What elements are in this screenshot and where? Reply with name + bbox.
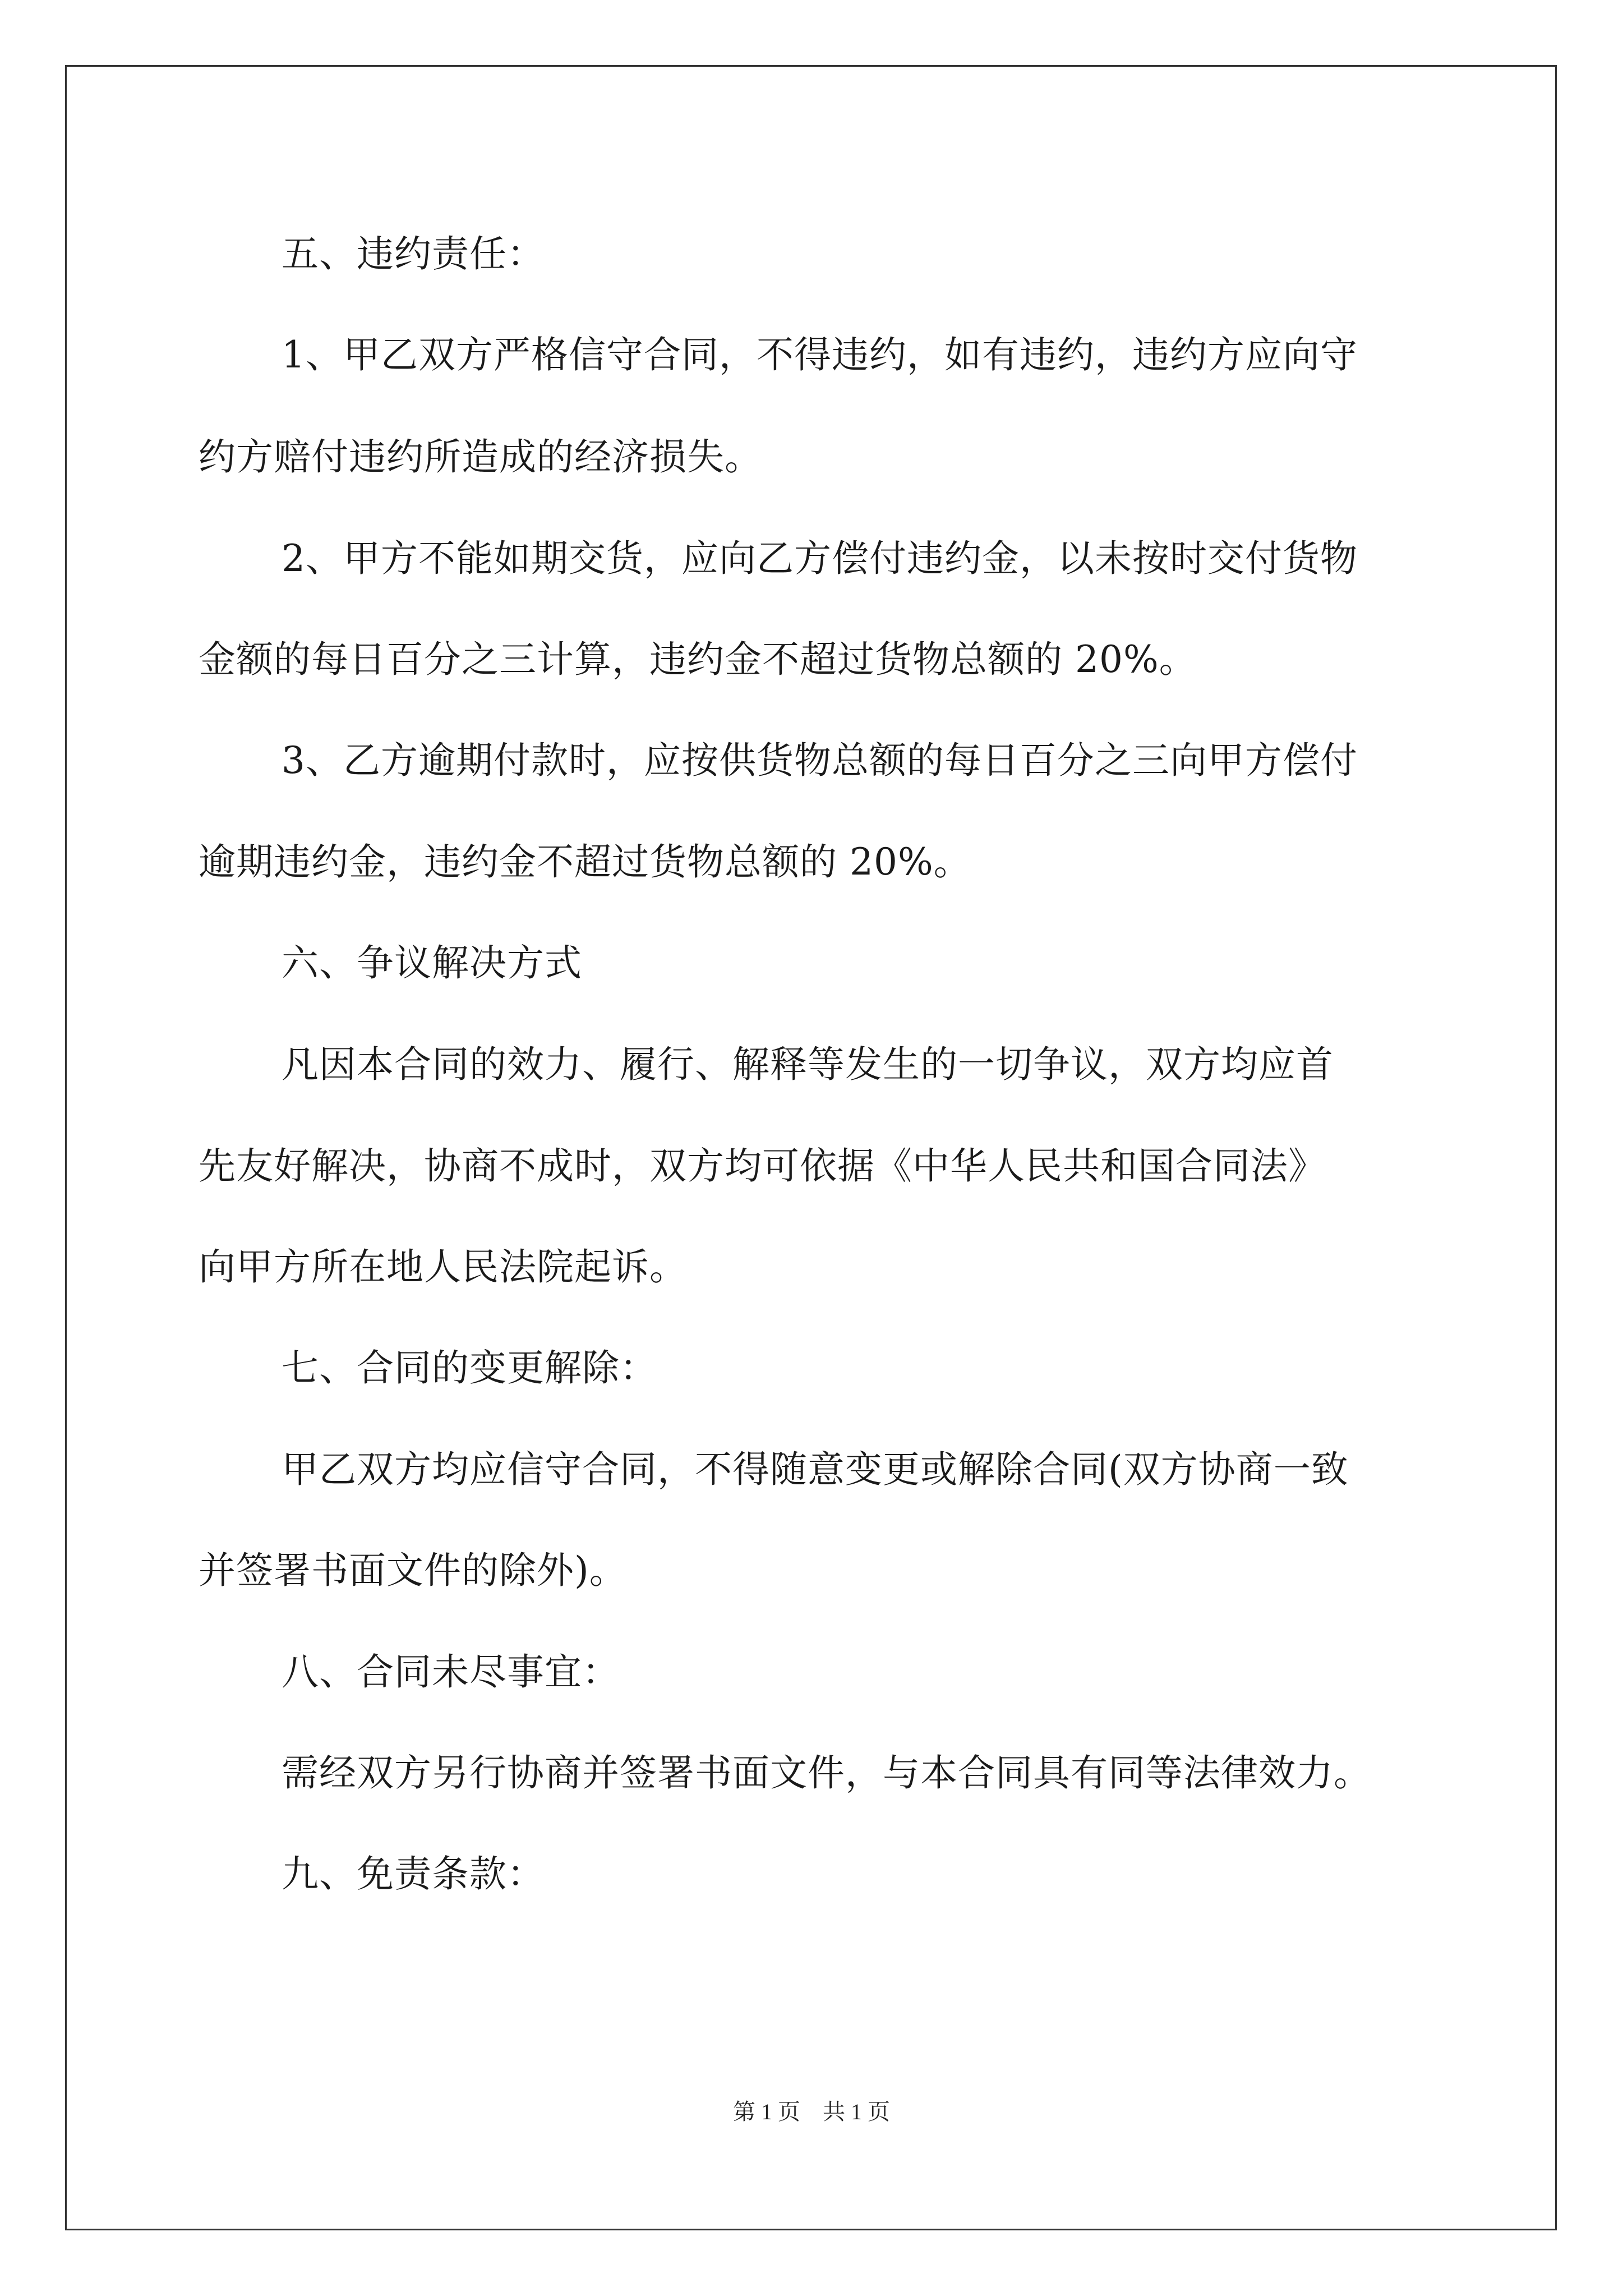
- section-heading-amendment: 七、合同的变更解除：: [282, 1346, 657, 1389]
- paragraph-line: 甲乙双方均应信守合同，不得随意变更或解除合同(双方协商一致: [282, 1448, 1349, 1491]
- paragraph-line: 先友好解决，协商不成时，双方均可依据《中华人民共和国合同法》: [199, 1144, 1326, 1188]
- paragraph-line: 向甲方所在地人民法院起诉。: [199, 1245, 687, 1289]
- paragraph-line: 约方赔付违约所造成的经济损失。: [199, 435, 762, 478]
- paragraph-line: 3、乙方逾期付款时，应按供货物总额的每日百分之三向甲方偿付: [282, 739, 1358, 782]
- paragraph-line: 凡因本合同的效力、履行、解释等发生的一切争议，双方均应首: [282, 1043, 1334, 1086]
- section-heading-misc: 八、合同未尽事宜：: [282, 1650, 620, 1694]
- page-number: 第 1 页: [733, 2099, 800, 2124]
- paragraph-line: 并签署书面文件的除外)。: [199, 1549, 627, 1592]
- section-heading-breach: 五、违约责任：: [282, 232, 545, 275]
- section-heading-dispute: 六、争议解决方式: [282, 941, 582, 984]
- page-footer: [0, 2094, 1623, 2126]
- section-heading-exemption: 九、免责条款：: [282, 1852, 545, 1895]
- paragraph-line: 金额的每日百分之三计算，违约金不超过货物总额的 20%。: [199, 638, 1197, 681]
- page-total: 共 1 页: [823, 2099, 890, 2124]
- paragraph-line: 逾期违约金，违约金不超过货物总额的 20%。: [199, 840, 971, 884]
- paragraph-line: 需经双方另行协商并签署书面文件，与本合同具有同等法律效力。: [282, 1751, 1371, 1795]
- paragraph-line: 1、甲乙双方严格信守合同，不得违约，如有违约，违约方应向守: [282, 333, 1358, 376]
- paragraph-line: 2、甲方不能如期交货，应向乙方偿付违约金，以未按时交付货物: [282, 537, 1358, 580]
